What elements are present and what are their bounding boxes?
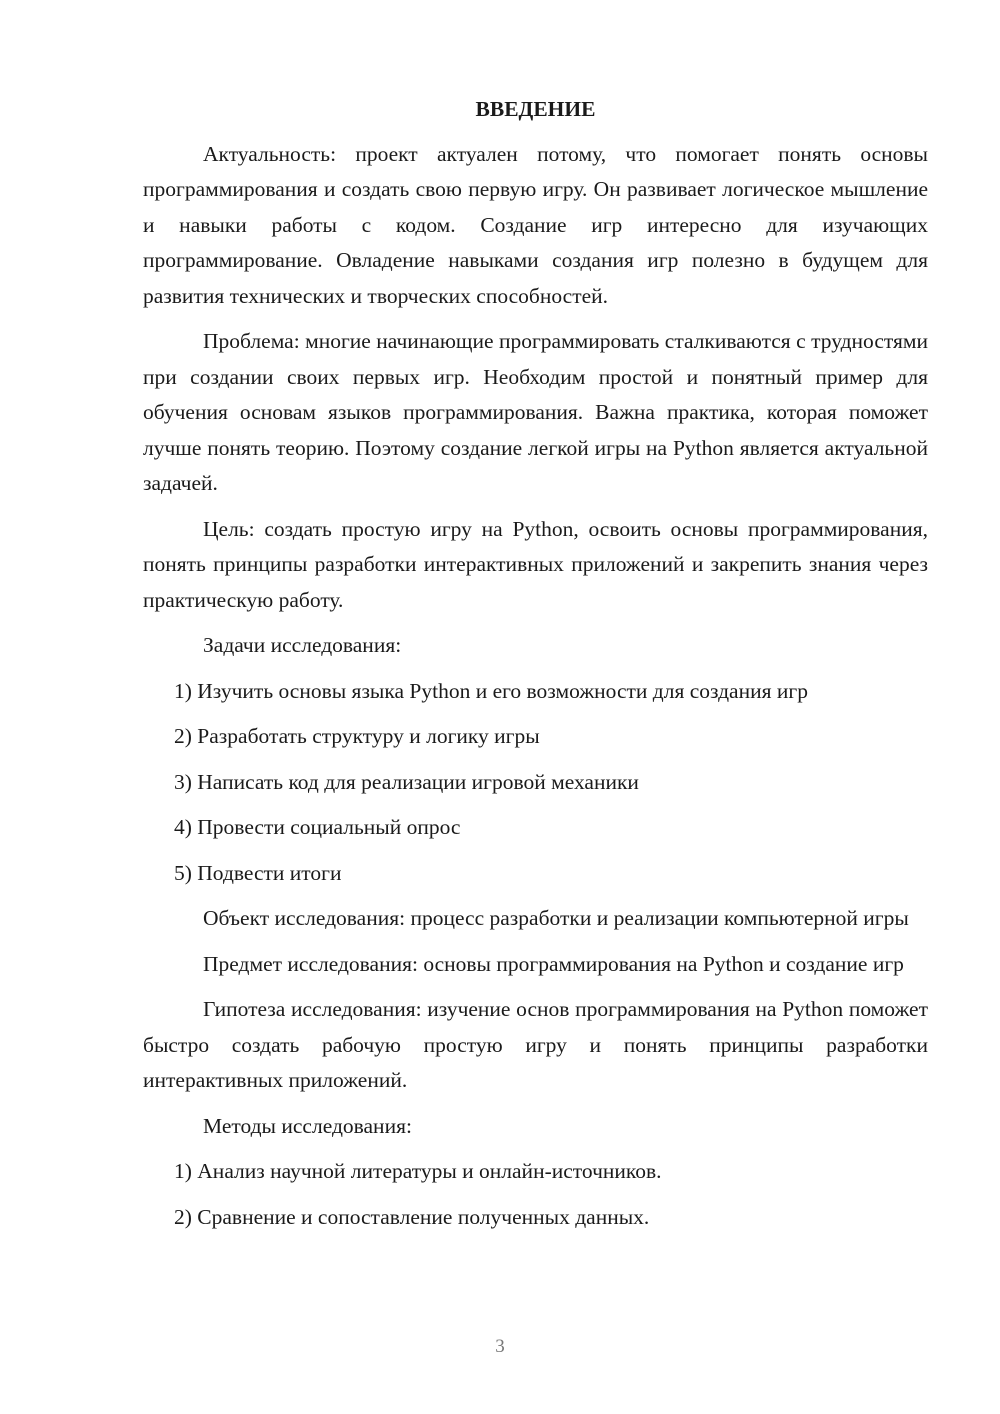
object-paragraph: Объект исследования: процесс разработки и реализации компьютерной игры xyxy=(203,906,909,930)
list-item: 2) Разработать структуру и логику игры xyxy=(174,724,540,748)
goal-paragraph: Цель: создать простую игру на Python, освоить основы программирования, понять принципы разработки интерактивных приложений и закрепить знания через практическую работу. xyxy=(143,516,928,612)
document-page xyxy=(143,92,928,1245)
tasks-heading: Задачи исследования: xyxy=(203,633,402,657)
page-number: 3 xyxy=(495,1336,505,1357)
relevance-paragraph: Актуальность: проект актуален потому, что помогает понять основы программирования и создать свою первую игру. Он развивает логическое мышление и навыки работы с кодом. Создание игр интересно для изучающих программирование. Овладение навыками создания игр полезно в будущем для развития технических и творческих способностей. xyxy=(143,141,928,308)
problem-paragraph: Проблема: многие начинающие программировать сталкиваются с трудностями при создании своих первых игр. Необходим простой и понятный пример для обучения основам языков программирования. Важна практика, которая поможет лучше понять теорию. Поэтому создание легкой игры на Python является актуальной задачей. xyxy=(143,329,928,495)
methods-heading: Методы исследования: xyxy=(203,1113,412,1138)
list-item: 1) Анализ научной литературы и онлайн-источников. xyxy=(174,1159,662,1183)
list-item: 3) Написать код для реализации игровой механики xyxy=(174,769,639,794)
list-item: 1) Изучить основы языка Python и его возможности для создания игр xyxy=(174,678,808,703)
list-item: 5) Подвести итоги xyxy=(174,860,342,885)
hypothesis-paragraph: Гипотеза исследования: изучение основ программирования на Python поможет быстро создать рабочую простую игру и понять принципы разработки интерактивных приложений. xyxy=(143,997,928,1092)
tasks-list xyxy=(143,674,928,892)
section-title: ВВЕДЕНИЕ xyxy=(475,97,596,121)
list-item: 2) Сравнение и сопоставление полученных данных. xyxy=(174,1204,650,1229)
methods-list xyxy=(143,1154,928,1235)
subject-paragraph: Предмет исследования: основы программирования на Python и создание игр xyxy=(203,951,904,976)
list-item: 4) Провести социальный опрос xyxy=(174,815,461,839)
